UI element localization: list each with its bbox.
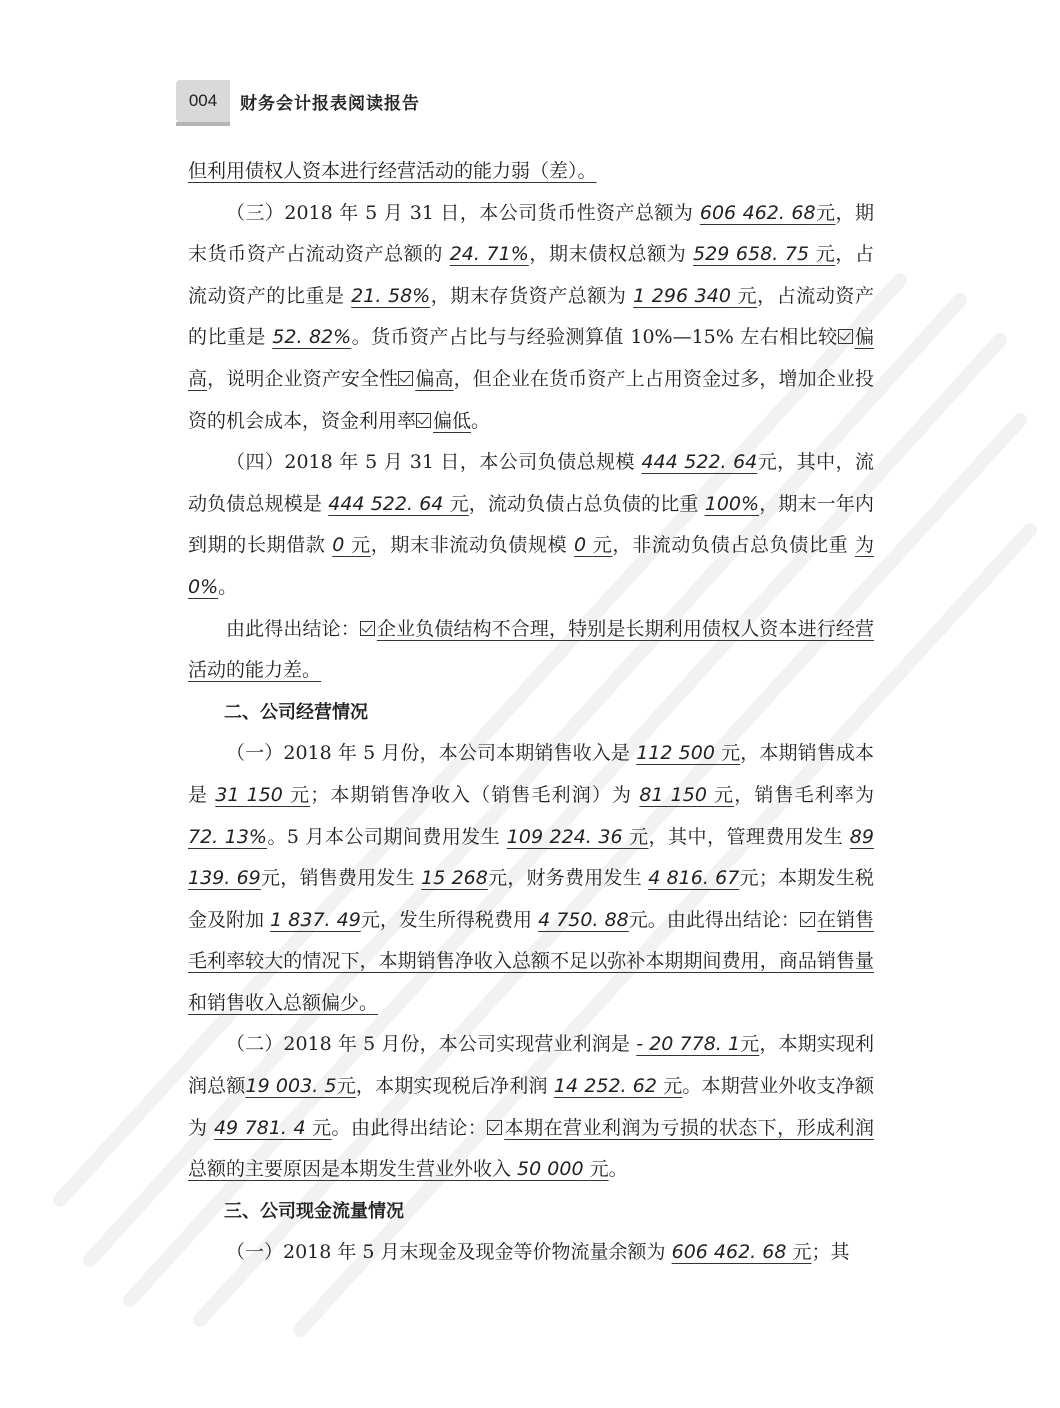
fill-value — [328, 493, 469, 515]
unit: 元 — [714, 783, 735, 806]
option-label: 偏低 — [433, 409, 472, 432]
unit: 元 — [815, 243, 836, 266]
text: ；其 — [811, 1241, 850, 1264]
checkbox-checked-icon — [360, 621, 375, 636]
paragraph-sales — [188, 733, 874, 1024]
text: （一）2018 年 5 月份，本公司本期销售收入是 — [226, 742, 637, 765]
paragraph-profit — [188, 1024, 874, 1190]
fill-value — [636, 742, 740, 764]
text: ；本期销售净收入（销售毛利润）为 — [310, 783, 640, 806]
text: 。本期营业外收支净额为 — [188, 1075, 874, 1139]
checked-option — [416, 410, 471, 432]
text: 为 — [854, 534, 874, 557]
underlined-text: 但利用债权人资本进行经营活动的能力弱（差）。 — [188, 160, 597, 182]
value: 4 750. 88 — [538, 908, 629, 931]
text: ，本期实现税后净利润 — [355, 1075, 554, 1098]
fill-value — [554, 1075, 683, 1097]
value: 109 224. 36 — [506, 825, 623, 848]
value: 444 522. 64 — [641, 451, 758, 474]
text: （一）2018 年 5 月末现金及现金等价物流量余额为 — [226, 1241, 672, 1264]
value: 52. 82% — [272, 326, 352, 349]
unit: 元 — [737, 284, 758, 307]
value: 606 462. 68 — [699, 201, 816, 224]
text: （二）2018 年 5 月份，本公司实现营业利润是 — [226, 1033, 637, 1056]
option-label: 企业负债结构不合理，特别是长期利用债权人资本进行经营活动的能力差。 — [188, 617, 874, 682]
value: 14 252. 62 — [553, 1075, 657, 1098]
value: 0 — [332, 534, 345, 557]
section-heading-operations: 二、公司经营情况 — [224, 701, 368, 723]
text: 元。由此得出结论： — [628, 908, 800, 931]
value: - 20 778. 1 — [636, 1033, 741, 1056]
value: 89 139. 69 — [188, 825, 874, 890]
checkbox-checked-icon — [487, 1120, 502, 1135]
value: 49 781. 4 — [213, 1116, 306, 1139]
page-header — [176, 80, 420, 122]
option-label: 偏高 — [188, 326, 874, 390]
fill-value — [672, 1241, 812, 1263]
paragraph-monetary-assets — [188, 193, 874, 443]
fill-value — [507, 826, 649, 848]
page-number-tab — [176, 80, 230, 122]
value: 50 000 — [517, 1158, 584, 1181]
value: 24. 71% — [449, 243, 529, 266]
fill-value — [700, 202, 836, 224]
option-label: 偏高 — [415, 367, 454, 390]
text: ，但企业在货币资产上占用资金过多，增加企业投资的机会成本，资金利用率 — [188, 367, 874, 432]
option-label: 在销售毛利率较大的情况下，本期销售净收入总额不足以弥补本期期间费用，商品销售量和销售收入总额偏少。 — [188, 908, 874, 1014]
value: 606 462. 68 — [671, 1241, 787, 1264]
unit: 元 — [589, 1158, 609, 1181]
option-label: 本期在营业利润为亏损的状态下，形成利润总额的主要原因是本期发生营业外收入 — [188, 1116, 874, 1181]
text: 。由此得出结论： — [331, 1116, 488, 1139]
unit: 元 — [792, 1241, 812, 1264]
text: ，占流动资产的比重是 — [188, 243, 874, 307]
text: ，销售毛利率为 — [734, 783, 874, 806]
text: ，期末债权总额为 — [528, 243, 694, 266]
page-number: 004 — [188, 91, 218, 110]
checkbox-checked-icon — [398, 371, 413, 386]
value: 19 003. 5 — [245, 1075, 337, 1098]
value: 1 296 340 — [633, 284, 731, 307]
fill-value — [636, 1033, 759, 1055]
value: 0% — [188, 575, 219, 598]
value: 21. 58% — [351, 284, 431, 307]
value: 4 816. 67 — [648, 867, 740, 890]
document-body — [188, 151, 874, 1274]
unit: 元 — [815, 201, 836, 224]
text: 元，发生所得税费用 — [360, 908, 539, 931]
value: 81 150 — [639, 783, 707, 806]
unit: 元 — [663, 1075, 683, 1098]
unit: 元 — [740, 1033, 760, 1056]
unit: 元 — [351, 534, 371, 557]
book-title: 财务会计报表阅读报告 — [240, 93, 420, 114]
text: 。5 月本公司期间费用发生 — [266, 825, 507, 848]
text: 。 — [471, 409, 491, 432]
text: （四）2018 年 5 月 31 日，本公司负债总规模 — [226, 451, 642, 474]
section-heading-cash-flow: 三、公司现金流量情况 — [224, 1200, 404, 1222]
unit: 元 — [449, 492, 469, 515]
value: 1 837. 49 — [270, 908, 361, 931]
unit: 元 — [290, 783, 311, 806]
value: 72. 13% — [188, 825, 267, 848]
unit: 元 — [721, 742, 741, 765]
fill-value — [215, 784, 310, 806]
unit: 元 — [312, 1116, 332, 1139]
fill-value — [574, 534, 612, 556]
paragraph-cash-flow — [188, 1232, 874, 1274]
text: ，占流动资产的比重是 — [188, 284, 874, 349]
text: ，本期销售成本是 — [188, 742, 874, 806]
paragraph-liabilities — [188, 442, 874, 608]
value: 529 658. 75 — [693, 243, 810, 266]
text: ，本期实现利润总额 — [188, 1033, 874, 1098]
paragraph-conclusion-liabilities — [188, 609, 874, 692]
text: 元，财务费用发生 — [487, 867, 649, 890]
text: ，非流动负债占总负债比重 — [612, 534, 855, 557]
text: 元，销售费用发生 — [260, 867, 422, 890]
value: 31 150 — [215, 783, 283, 806]
value: 15 268 — [421, 867, 488, 890]
checkbox-checked-icon — [416, 413, 431, 428]
text: 由此得出结论： — [226, 617, 360, 640]
value: 112 500 — [636, 742, 715, 765]
text: 。 — [608, 1158, 628, 1181]
text: ，期末一年内到期的长期借款 — [188, 492, 874, 557]
fill-value — [693, 243, 835, 265]
fill-value — [214, 1117, 332, 1139]
text: ，说明企业资产安全性 — [207, 367, 399, 390]
value: 444 522. 64 — [328, 492, 444, 515]
value: 0 — [573, 534, 587, 557]
text: 。货币资产占比与与经验测算值 10%—15% 左右相比较 — [351, 326, 838, 349]
paragraph-continuation — [188, 151, 874, 193]
fill-value — [639, 784, 734, 806]
fill-value — [633, 285, 757, 307]
fill-value — [246, 1075, 356, 1097]
fill-value — [332, 534, 370, 556]
text: ，流动负债占总负债的比重 — [468, 492, 705, 515]
checkbox-checked-icon — [800, 912, 815, 927]
unit: 元 — [629, 825, 649, 848]
checkbox-checked-icon — [838, 329, 853, 344]
text: ，期末非流动负债规模 — [370, 534, 574, 557]
text: （三）2018 年 5 月 31 日，本公司货币性资产总额为 — [226, 201, 700, 224]
text: 元，其中，流动负债总规模是 — [188, 451, 875, 515]
text: 。 — [218, 575, 238, 598]
value: 100% — [704, 492, 760, 515]
text: ，期末货币资产占流动资产总额的 — [188, 201, 874, 266]
checked-option — [398, 368, 453, 390]
unit: 元 — [592, 534, 613, 557]
unit: 元 — [336, 1075, 356, 1098]
text: 元；本期发生税金及附加 — [188, 867, 874, 931]
text: ，期末存货资产总额为 — [430, 284, 634, 307]
text: ，其中，管理费用发生 — [648, 825, 850, 848]
